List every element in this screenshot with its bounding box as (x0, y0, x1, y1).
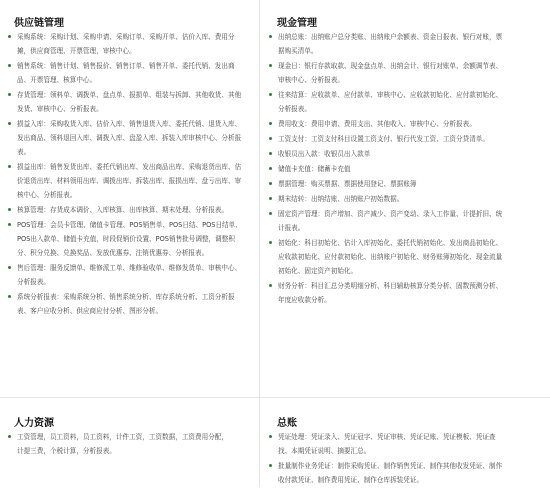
panel-hr (0, 398, 258, 487)
bullet-icon (269, 212, 272, 215)
bullet-icon (8, 435, 11, 438)
bullet-icon (269, 122, 272, 125)
list-item: 收银员出入款：收银员出入款单 (269, 147, 504, 161)
bullet-icon (269, 35, 272, 38)
bullet-icon (269, 197, 272, 200)
hr-list (8, 430, 230, 459)
panel-ledger (260, 398, 550, 487)
panel-title-hr: 人力资源 (14, 418, 54, 429)
bullet-icon (269, 464, 272, 467)
bullet-icon (269, 435, 272, 438)
panel-title-supply-chain: 供应链管理 (14, 18, 64, 29)
bullet-icon (269, 93, 272, 96)
list-item: 票据管理：购买票据、票据使用登记、票据账簿 (269, 177, 504, 191)
bullet-icon (269, 152, 272, 155)
bullet-icon (269, 167, 272, 170)
bullet-icon (269, 284, 272, 287)
bullet-icon (8, 93, 11, 96)
panel-supply-chain (0, 0, 258, 396)
cash-list (269, 30, 504, 308)
ledger-list (269, 430, 504, 488)
list-item: 系统分析报表：采购系统分析、销售系统分析、库存系统分析、工资分析报表、客户应收分析、供应商应付分析、图形分析。 (8, 290, 246, 318)
list-item: 工资管理，员工资料，员工资料，计件工资，工资数据，工资费用分配，计提三费，个税计算，分析报表。 (8, 430, 230, 458)
bullet-icon (8, 266, 11, 269)
list-item: POS管理：会员卡管理、储值卡管理、POS销售单、POS日结、POS日结单、POS出入款单、储值卡充值，时段促销价设置、POS销售批号调整，调整积分、积分兑换、兑换奖品、发放优惠券、注销优惠券、分析报表。 (8, 218, 246, 260)
bullet-icon (8, 295, 11, 298)
bullet-icon (269, 182, 272, 185)
bullet-icon (8, 223, 11, 226)
list-item: 财务分析：科目汇总分类明细分析、科目辅助核算分类分析、固数预测分析、年度应收款分析。 (269, 279, 504, 307)
list-item: 销售系统：销售计划、销售报价、销售订单、销售开单、委托代销、发出商品、开票管理、核算中心。 (8, 59, 246, 87)
panel-title-cash: 现金管理 (277, 18, 317, 29)
list-item: 费用收支：费用申请、费用支出、其他收入、审核中心、分析报表。 (269, 117, 504, 131)
bullet-icon (8, 165, 11, 168)
list-item: 往来结算：应收款单、应付款单、审核中心、应收款初始化、应付款初始化、分析报表。 (269, 88, 504, 116)
bullet-icon (269, 137, 272, 140)
list-item: 出纳总账：出纳账户总分类账、出纳账户余额表、资金日报表、银行对账，票据购买清单。 (269, 30, 504, 58)
list-item: 损益出库：销售发货出库、委托代销出库、发出商品出库、采购退货出库、估价退货出库、材料领用出库、调拨出库、拆装出库、报损出库、盘亏出库、审核中心、分析报表。 (8, 160, 246, 202)
list-item: 现金日：银行存款取款、现金盘点单、出纳会计、银行对账单、余额调节表、审核中心、分析报表。 (269, 59, 504, 87)
list-item: 凭证处理：凭证录入、凭证冠字、凭证审核、凭证记账、凭证模板、凭证查找、本期凭证说明、摘要汇总。 (269, 430, 504, 458)
panel-cash (260, 0, 550, 396)
list-item: 工资支付：工资支付科目设置工资支付、银行代发工资、工资分贷清单。 (269, 132, 504, 146)
supply-chain-list (8, 30, 246, 319)
bullet-icon (8, 208, 11, 211)
bullet-icon (8, 64, 11, 67)
list-item: 采购系统：采购计划、采购申请、采购订单、采购开单、估价入库、费用分摊，供应商管理、开票管理，审核中心。 (8, 30, 246, 58)
list-item: 售后管理：服务反馈单、维修派工单、维修验收单、维修发货单、审核中心、分析报表。 (8, 261, 246, 289)
list-item: 期末结转：出纳结账、出纳账户初始数据。 (269, 192, 504, 206)
list-item: 批量制作业务凭证：制作采购凭证、制作销售凭证、制作其他收发凭证、制作收付款凭证、制作费用凭证、制作仓库拆装凭证。 (269, 459, 504, 487)
bullet-icon (269, 241, 272, 244)
bullet-icon (8, 35, 11, 38)
bullet-icon (8, 122, 11, 125)
list-item: 初始化：科目初始化、估计入库初始化、委托代销初始化、发出商品初始化、应收款初始化、应付款初始化、出纳账户初始化、财务账簿初始化、现金流量初始化、固定资产初始化。 (269, 236, 504, 278)
bullet-icon (269, 64, 272, 67)
list-item: 存货管理：领料单、调拨单、盘点单、报损单、组装与拆卸、其他收货、其他发货、审核中心、分析报表。 (8, 88, 246, 116)
list-item: 核算管理：存货成本调价、入库核算、出库核算、期末处理、分析报表。 (8, 203, 246, 217)
panel-title-ledger: 总账 (277, 418, 297, 429)
list-item: 损益入库：采购收货入库、估价入库、销售退货入库、委托代销、退货入库、发出商品、领料退回入库、调拨入库、盘盈入库、拆装入库审核中心、分析报表。 (8, 117, 246, 159)
list-item: 固定资产管理：资产增加、资产减少、资产变动、录入工作量、计提折旧、统计报表。 (269, 207, 504, 235)
list-item: 储值卡充值：储蓄卡充值 (269, 162, 504, 176)
